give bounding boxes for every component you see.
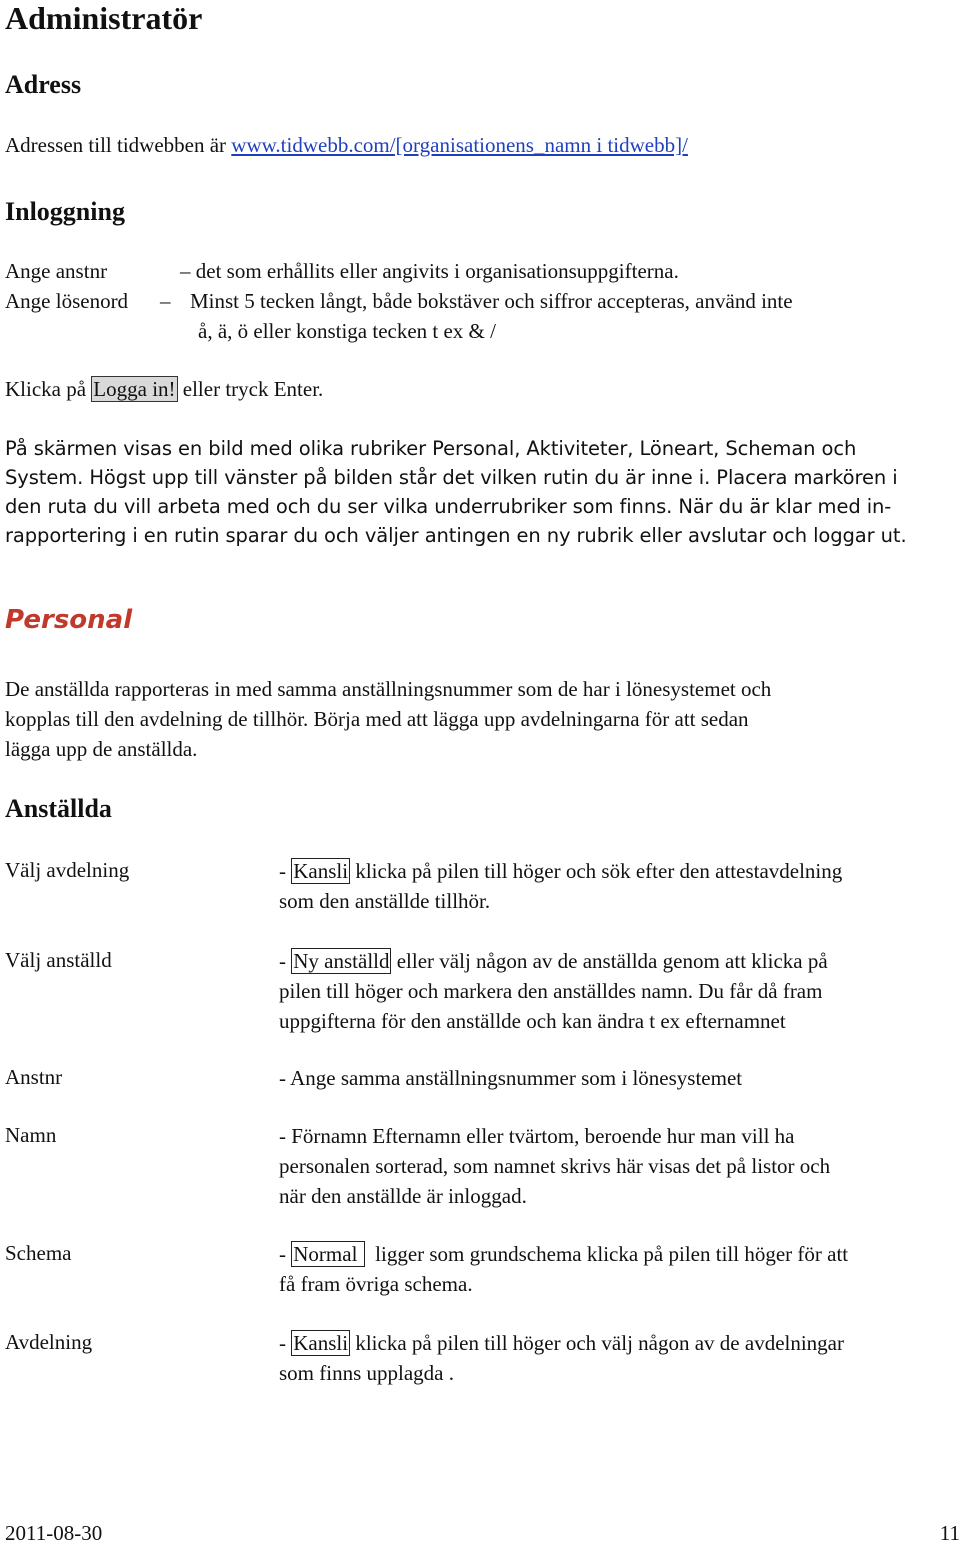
intro-line-4: rapportering i en rutin sparar du och väljer antingen en ny rubrik eller avslutar och loggar ut. [5, 524, 907, 547]
footer-date: 2011-08-30 [5, 1521, 103, 1545]
row-desc-avdelning [279, 1328, 959, 1388]
losenord-description-line2: å, ä, ö eller konstiga tecken t ex & / [198, 319, 496, 343]
losenord-label: Ange lösenord [5, 289, 129, 313]
intro-line-3: den ruta du vill arbeta med och du ser vilka underrubriker som finns. När du är klar med in- [5, 495, 892, 518]
row-desc-schema [279, 1239, 959, 1299]
logga-in-button[interactable]: Logga in! [93, 377, 176, 401]
row-label-namn: Namn [5, 1123, 57, 1147]
kansli-field[interactable]: Kansli [293, 859, 349, 883]
row-dash: - [279, 1242, 292, 1266]
row-dash: - [279, 859, 292, 883]
klicka-prefix: Klicka på [5, 377, 92, 401]
section-heading-personal: Personal [5, 605, 133, 635]
row-desc-text: som finns upplagda . [279, 1361, 454, 1385]
row-label-avdelning: Avdelning [5, 1330, 93, 1354]
section-heading-adress: Adress [5, 70, 82, 99]
row-desc-namn [279, 1121, 959, 1211]
row-label-schema: Schema [5, 1241, 72, 1265]
row-desc-text: uppgifterna för den anställde och kan ändra t ex efternamnet [279, 1009, 786, 1033]
page-title: Administratör [5, 0, 203, 36]
row-desc-text: få fram övriga schema. [279, 1272, 473, 1296]
row-desc-text: ligger som grundschema klicka på pilen till höger för att [364, 1242, 849, 1266]
row-label-anstnr: Anstnr [5, 1065, 63, 1089]
adress-prefix: Adressen till tidwebben är [5, 133, 232, 157]
adress-paragraph [5, 133, 688, 158]
row-desc-text: när den anställde är inloggad. [279, 1184, 527, 1208]
losenord-description-line1: Minst 5 tecken långt, både bokstäver och siffror accepteras, använd inte [190, 289, 793, 313]
klicka-paragraph [5, 377, 323, 402]
row-desc-text: eller välj någon av de anställda genom att klicka på [391, 949, 828, 973]
row-desc-text: som den anställde tillhör. [279, 889, 491, 913]
personal-line-3: lägga upp de anställda. [5, 737, 198, 761]
intro-line-2: System. Högst upp till vänster på bilden står det vilken rutin du är inne i. Placera markören i [5, 466, 898, 489]
kansli-field[interactable]: Kansli [293, 1331, 349, 1355]
row-dash: - [279, 949, 292, 973]
row-dash: - [279, 1331, 292, 1355]
row-desc-text: klicka på pilen till höger och välj någon av de avdelningar [350, 1331, 844, 1355]
personal-line-2: kopplas till den avdelning de tillhör. Börja med att lägga upp avdelningarna för att sedan [5, 707, 749, 731]
row-desc-text: pilen till höger och markera den anställdes namn. Du får då fram [279, 979, 823, 1003]
tidwebb-link[interactable]: www.tidwebb.com/[organisationens_namn i tidwebb]/ [231, 133, 688, 157]
row-label-valj-anstalld: Välj anställd [5, 948, 112, 972]
row-label-valj-avdelning: Välj avdelning [5, 858, 130, 882]
row-desc-valj-avdelning [279, 856, 959, 916]
personal-line-1: De anställda rapporteras in med samma anställningsnummer som de har i lönesystemet och [5, 677, 772, 701]
normal-field[interactable]: Normal [293, 1242, 363, 1266]
klicka-suffix: eller tryck Enter. [177, 377, 324, 401]
anstnr-label: Ange anstnr [5, 259, 108, 283]
row-desc-anstnr [279, 1063, 959, 1093]
intro-line-1: På skärmen visas en bild med olika rubriker Personal, Aktiviteter, Löneart, Scheman och [5, 437, 857, 460]
row-desc-text: - Ange samma anställningsnummer som i lönesystemet [279, 1066, 743, 1090]
section-heading-inloggning: Inloggning [5, 197, 125, 226]
row-desc-text: klicka på pilen till höger och sök efter den attestavdelning [350, 859, 843, 883]
anstnr-description: – det som erhållits eller angivits i organisationsuppgifterna. [180, 259, 679, 283]
section-heading-anstallda: Anställda [5, 794, 112, 823]
row-desc-text: - Förnamn Efternamn eller tvärtom, beroende hur man vill ha [279, 1124, 795, 1148]
row-desc-valj-anstalld [279, 946, 959, 1036]
losenord-dash: – [160, 289, 171, 313]
footer-page-number: 11 [939, 1521, 960, 1545]
row-desc-text: personalen sorterad, som namnet skrivs här visas det på listor och [279, 1154, 831, 1178]
ny-anstalld-field[interactable]: Ny anställd [293, 949, 390, 973]
